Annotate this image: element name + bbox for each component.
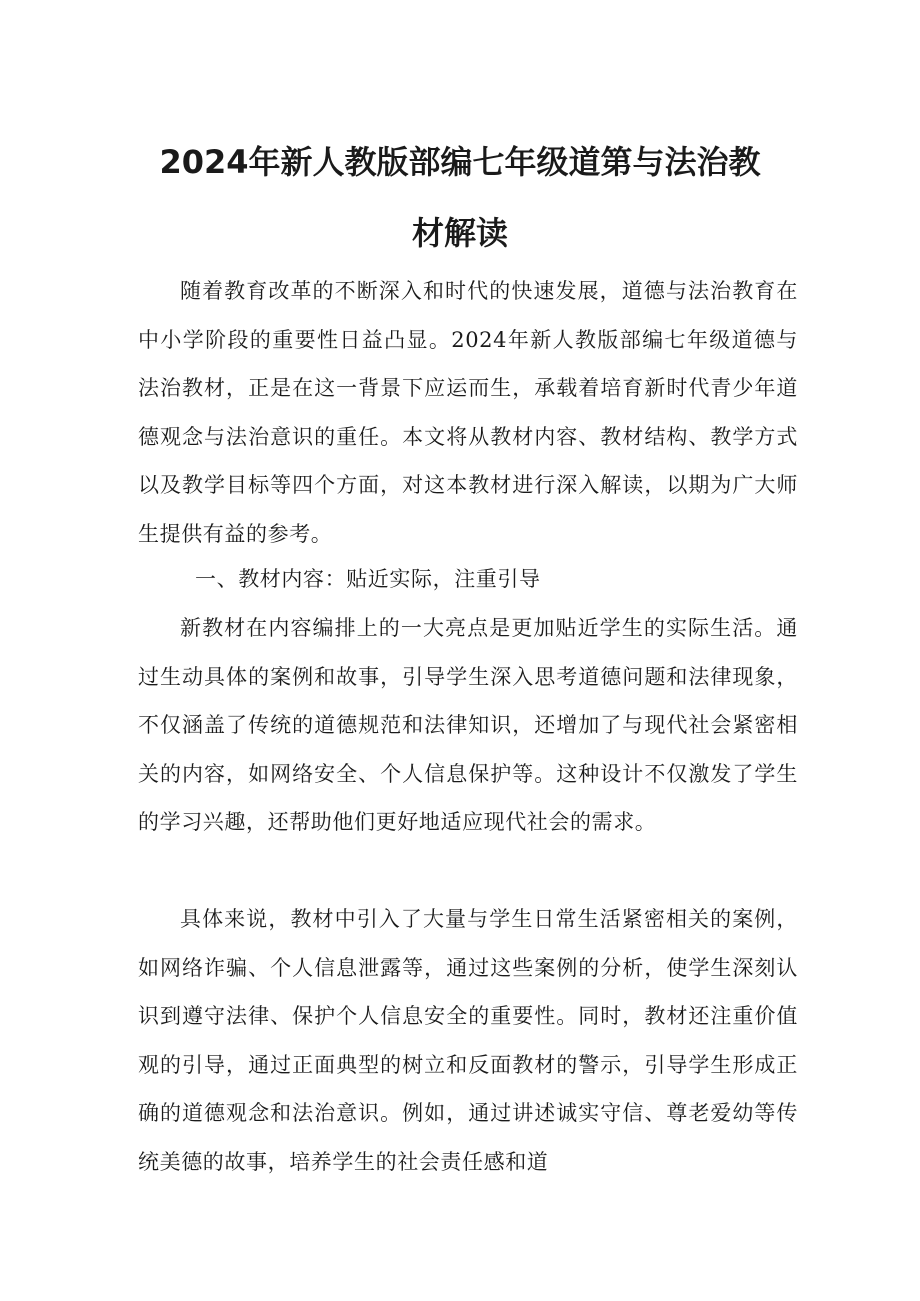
section-heading-1: 一、教材内容：贴近实际，注重引导 — [195, 567, 541, 591]
paragraph-content-details: 具体来说，教材中引入了大量与学生日常生活紧密相关的案例，如网络诈骗、个人信息泄露等，通过这些案例的分析，使学生深刻认识到遵守法律、保护个人信息安全的重要性。同时，教材还注重价值观的引导，通过正面典型的树立和反面教材的警示，引导学生形成正确的道德观念和法治意识。例如，通过讲述诚实守信、尊老爱幼等传统美德的故事，培养学生的社会责任感和道 — [138, 907, 798, 1174]
document-title-line-1: 2024年新人教版部编七年级道第与法治教 — [159, 143, 761, 181]
paragraph-content-overview: 新教材在内容编排上的一大亮点是更加贴近学生的实际生活。通过生动具体的案例和故事，引导学生深入思考道德问题和法律现象，不仅涵盖了传统的道德规范和法律知识，还增加了与现代社会紧密相关的内容，如网络安全、个人信息保护等。这种设计不仅激发了学生的学习兴趣，还帮助他们更好地适应现代社会的需求。 — [138, 616, 798, 834]
document-title-line-2: 材解读 — [411, 214, 508, 252]
paragraph-introduction: 随着教育改革的不断深入和时代的快速发展，道德与法治教育在中小学阶段的重要性日益凸显。2024年新人教版部编七年级道德与法治教材，正是在这一背景下应运而生，承载着培育新时代青少年道德观念与法治意识的重任。本文将从教材内容、教材结构、教学方式以及教学目标等四个方面，对这本教材进行深入解读，以期为广大师生提供有益的参考。 — [138, 279, 798, 546]
